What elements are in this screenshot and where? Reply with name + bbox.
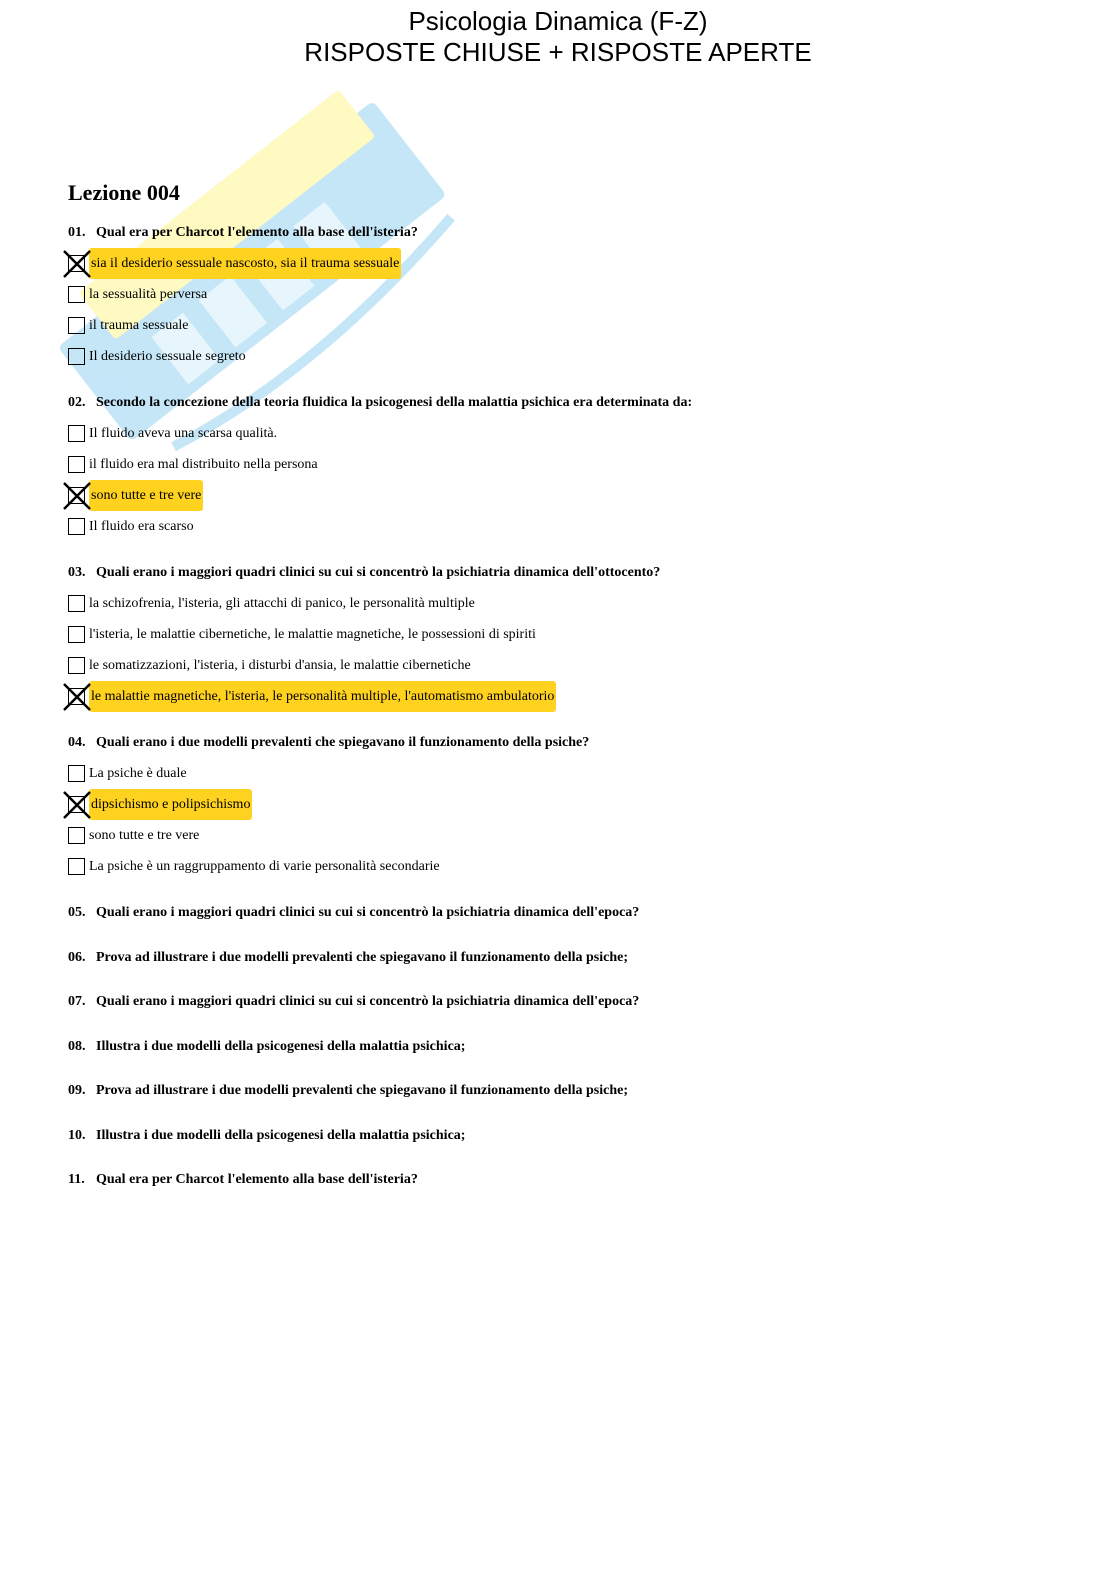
open-question-07	[68, 987, 1068, 1017]
checkbox[interactable]	[68, 317, 85, 334]
answer-option-text: sono tutte e tre vere	[89, 828, 200, 843]
header-subtitle: RISPOSTE CHIUSE + RISPOSTE APERTE	[304, 37, 812, 67]
answer-option-text: la schizofrenia, l'isteria, gli attacchi di panico, le personalità multiple	[89, 596, 475, 611]
question-number: 09.	[68, 1083, 86, 1098]
checkbox[interactable]	[68, 827, 85, 844]
question-number: 07.	[68, 994, 86, 1009]
open-question-09	[68, 1076, 1068, 1106]
answer-option[interactable]	[68, 619, 1068, 650]
question-text: Illustra i due modelli della psicogenesi della malattia psichica;	[96, 1038, 466, 1054]
question-number: 05.	[68, 905, 86, 920]
answer-option-text: l'isteria, le malattie cibernetiche, le malattie magnetiche, le possessioni di spiriti	[89, 627, 536, 642]
cross-mark-icon	[63, 482, 91, 510]
question-text: Illustra i due modelli della psicogenesi della malattia psichica;	[96, 1127, 466, 1143]
question-number: 02.	[68, 395, 86, 410]
checkbox[interactable]	[68, 348, 85, 365]
closed-questions	[68, 218, 1068, 898]
answer-option[interactable]	[68, 310, 1068, 341]
answer-option[interactable]	[68, 588, 1068, 619]
checkbox[interactable]	[68, 286, 85, 303]
checkbox[interactable]	[68, 657, 85, 674]
checkbox[interactable]	[68, 456, 85, 473]
answer-option[interactable]	[68, 341, 1068, 372]
question-number: 01.	[68, 225, 86, 240]
checkbox[interactable]	[68, 858, 85, 875]
answer-option-text: il trauma sessuale	[89, 318, 189, 333]
question-text: Prova ad illustrare i due modelli prevalenti che spiegavano il funzionamento della psiche;	[96, 1083, 629, 1098]
question-text: Quali erano i maggiori quadri clinici su cui si concentrò la psichiatria dinamica dell'epoca?	[96, 905, 640, 920]
question-text: Qual era per Charcot l'elemento alla base dell'isteria?	[96, 225, 418, 240]
question-text: Qual era per Charcot l'elemento alla base dell'isteria?	[96, 1172, 418, 1187]
checkbox-checked[interactable]	[68, 487, 85, 504]
answer-option-text: La psiche è duale	[89, 766, 187, 781]
answer-option-text: Il fluido era scarso	[89, 519, 194, 534]
open-question-08	[68, 1032, 1068, 1062]
open-question-11	[68, 1165, 1068, 1195]
answer-option[interactable]	[68, 820, 1068, 851]
question-number: 03.	[68, 565, 86, 580]
checkbox[interactable]	[68, 765, 85, 782]
answer-option-text: le somatizzazioni, l'isteria, i disturbi d'ansia, le malattie cibernetiche	[89, 658, 471, 673]
question-03	[68, 558, 1068, 588]
answer-option[interactable]	[68, 418, 1068, 449]
answer-option-text: le malattie magnetiche, l'isteria, le personalità multiple, l'automatismo ambulatorio	[89, 681, 556, 712]
question-text: Prova ad illustrare i due modelli prevalenti che spiegavano il funzionamento della psiche;	[96, 949, 629, 965]
question-number: 06.	[68, 949, 86, 965]
question-text: Quali erano i maggiori quadri clinici su cui si concentrò la psichiatria dinamica dell'ottocento?	[96, 565, 661, 580]
document-header	[0, 6, 1116, 68]
open-question-06	[68, 943, 1068, 973]
answer-option[interactable]	[68, 650, 1068, 681]
checkbox[interactable]	[68, 518, 85, 535]
open-question-10	[68, 1121, 1068, 1151]
question-02	[68, 388, 1068, 418]
header-title: Psicologia Dinamica (F-Z)	[408, 6, 708, 36]
answer-option[interactable]	[68, 789, 1068, 820]
answer-option-text: la sessualità perversa	[89, 287, 208, 302]
document-content	[68, 178, 1068, 1210]
answer-option-text: Il fluido aveva una scarsa qualità.	[89, 426, 278, 441]
open-questions	[68, 898, 1068, 1195]
answer-option[interactable]	[68, 681, 1068, 712]
checkbox-checked[interactable]	[68, 255, 85, 272]
answer-option-text: sia il desiderio sessuale nascosto, sia il trauma sessuale	[89, 248, 401, 279]
checkbox-checked[interactable]	[68, 796, 85, 813]
question-number: 11.	[68, 1172, 85, 1187]
question-04	[68, 728, 1068, 758]
question-number: 10.	[68, 1127, 86, 1143]
answer-option[interactable]	[68, 758, 1068, 789]
answer-option-text: Il desiderio sessuale segreto	[89, 349, 246, 364]
cross-mark-icon	[63, 683, 91, 711]
question-text: Secondo la concezione della teoria fluidica la psicogenesi della malattia psichica era determinata da:	[96, 395, 693, 410]
question-text: Quali erano i due modelli prevalenti che spiegavano il funzionamento della psiche?	[96, 735, 590, 750]
answer-option[interactable]	[68, 449, 1068, 480]
checkbox[interactable]	[68, 595, 85, 612]
answer-option-text: sono tutte e tre vere	[89, 480, 203, 511]
question-number: 04.	[68, 735, 86, 750]
answer-option-text: La psiche è un raggruppamento di varie personalità secondarie	[89, 859, 440, 874]
lesson-title: Lezione 004	[68, 180, 180, 205]
checkbox[interactable]	[68, 425, 85, 442]
cross-mark-icon	[63, 791, 91, 819]
answer-option[interactable]	[68, 248, 1068, 279]
answer-option[interactable]	[68, 511, 1068, 542]
cross-mark-icon	[63, 250, 91, 278]
open-question-05	[68, 898, 1068, 928]
question-text: Quali erano i maggiori quadri clinici su cui si concentrò la psichiatria dinamica dell'epoca?	[96, 994, 640, 1009]
answer-option-text: il fluido era mal distribuito nella persona	[89, 457, 318, 472]
checkbox-checked[interactable]	[68, 688, 85, 705]
answer-option-text: dipsichismo e polipsichismo	[89, 789, 252, 820]
question-number: 08.	[68, 1038, 86, 1054]
checkbox[interactable]	[68, 626, 85, 643]
answer-option[interactable]	[68, 279, 1068, 310]
answer-option[interactable]	[68, 851, 1068, 882]
question-01	[68, 218, 1068, 248]
answer-option[interactable]	[68, 480, 1068, 511]
